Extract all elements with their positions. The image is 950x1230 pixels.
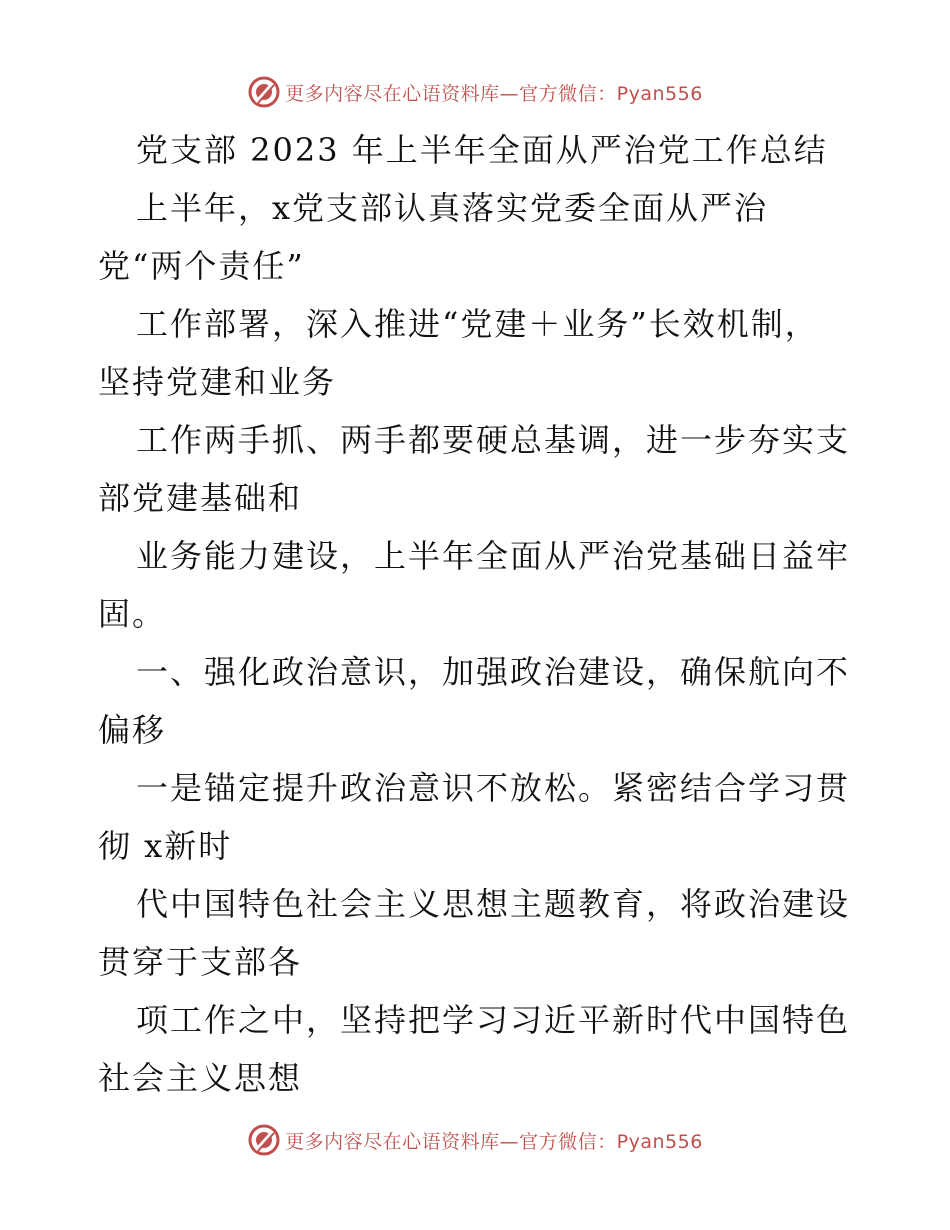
paragraph-line: 贯穿于支部各 [98, 943, 303, 981]
paragraph-line: 党“两个责任” [98, 247, 305, 285]
watermark-text: 更多内容尽在心语资料库—官方微信：Pyan556 [285, 82, 703, 105]
footer-watermark [0, 1120, 950, 1160]
section-heading: 一、强化政治意识，加强政治建设，确保航向不 [136, 653, 851, 691]
paragraph-line: 坚持党建和业务 [98, 363, 337, 401]
paragraph-line: 彻 x新时 [98, 827, 233, 865]
section-heading-continued: 偏移 [98, 711, 167, 749]
red-seal-logo-icon [247, 75, 281, 109]
header-watermark [0, 72, 950, 112]
paragraph-line: 代中国特色社会主义思想主题教育，将政治建设 [136, 885, 851, 923]
watermark-text: 更多内容尽在心语资料库—官方微信：Pyan556 [285, 1130, 703, 1153]
red-seal-logo-icon [247, 1123, 281, 1157]
paragraph-line: 工作部署，深入推进“党建＋业务”长效机制， [136, 305, 819, 343]
paragraph-line: 工作两手抓、两手都要硬总基调，进一步夯实支 [136, 421, 851, 459]
paragraph-line: 一是锚定提升政治意识不放松。紧密结合学习贯 [136, 769, 851, 807]
paragraph-line: 固。 [98, 595, 167, 633]
document-title: 党支部 2023 年上半年全面从严治党工作总结 [136, 131, 828, 169]
paragraph-line: 社会主义思想 [98, 1059, 303, 1097]
paragraph-line: 业务能力建设，上半年全面从严治党基础日益牢 [136, 537, 851, 575]
paragraph-line: 项工作之中，坚持把学习习近平新时代中国特色 [136, 1001, 851, 1039]
paragraph-line: 部党建基础和 [98, 479, 303, 517]
paragraph-line: 上半年，x党支部认真落实党委全面从严治 [136, 189, 769, 227]
